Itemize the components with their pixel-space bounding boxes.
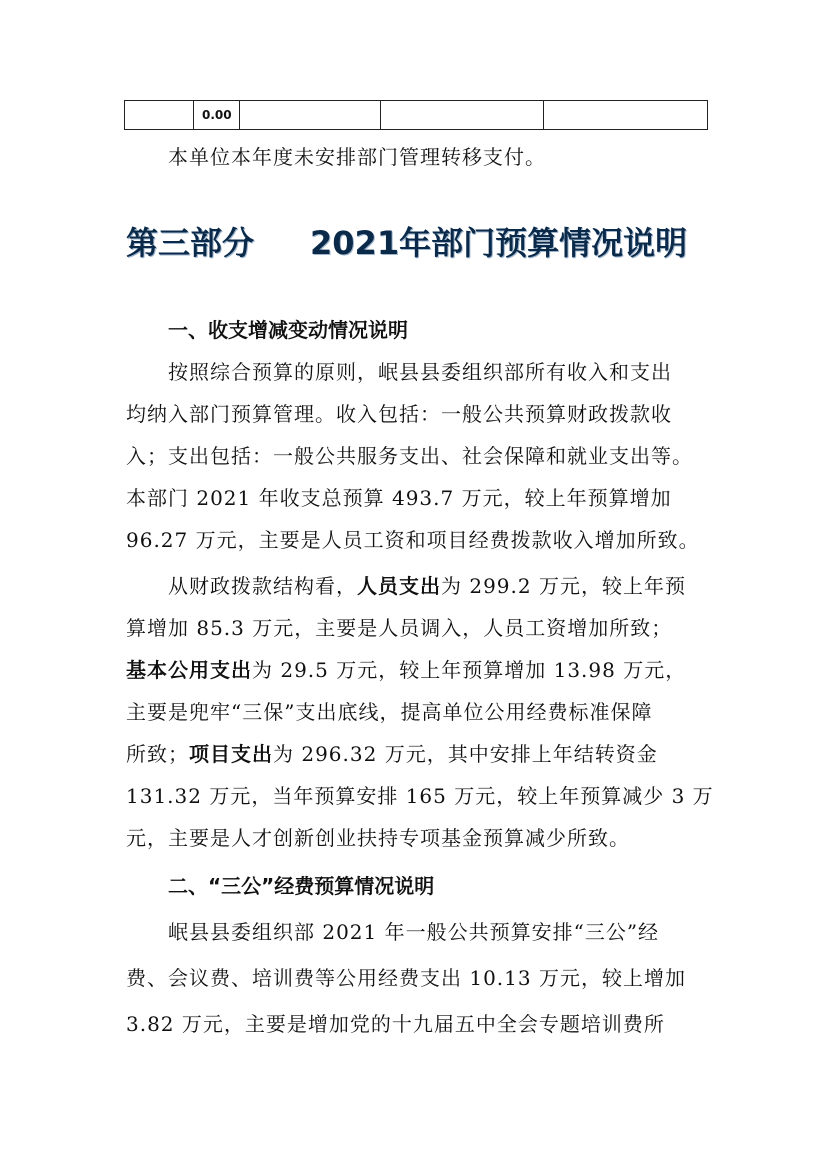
paragraph-line <box>168 566 716 606</box>
paragraph-line <box>126 734 716 774</box>
paragraph-line: 岷县县委组织部 2021 年一般公共预算安排“三公”经 <box>168 920 660 944</box>
text-run: 所致； <box>126 742 189 766</box>
paragraph-line: 入；支出包括：一般公共服务支出、社会保障和就业支出等。 <box>126 444 693 468</box>
text-run: 为 29.5 万元，较上年预算增加 13.98 万元， <box>252 658 687 682</box>
table-cell <box>544 101 707 129</box>
paragraph-line: 费、会议费、培训费等公用经费支出 10.13 万元，较上增加 <box>126 966 686 990</box>
table-cell <box>240 101 381 129</box>
paragraph-line: 均纳入部门预算管理。收入包括：一般公共预算财政拨款收 <box>126 402 672 426</box>
bold-term-personnel: 人员支出 <box>357 574 441 598</box>
paragraph-line <box>126 650 716 690</box>
text-run: 为 299.2 万元，较上年预 <box>441 574 686 598</box>
text-run: 为 296.32 万元，其中安排上年结转资金 <box>273 742 658 766</box>
paragraph-line: 131.32 万元，当年预算安排 165 万元，较上年预算减少 3 万 <box>126 784 714 808</box>
budget-table-fragment <box>124 100 708 130</box>
transfer-payment-note: 本单位本年度未安排部门管理转移支付。 <box>168 145 546 169</box>
text-run: 从财政拨款结构看， <box>168 574 357 598</box>
paragraph-line: 算增加 85.3 万元，主要是人员调入，人员工资增加所致； <box>126 616 673 640</box>
paragraph-line: 3.82 万元，主要是增加党的十九届五中全会专题培训费所 <box>126 1012 665 1036</box>
section-two-heading: 二、“三公”经费预算情况说明 <box>168 874 435 898</box>
part-label: 第三部分 <box>126 224 255 262</box>
paragraph-line: 96.27 万元，主要是人员工资和项目经费拨款收入增加所致。 <box>126 528 700 552</box>
table-cell <box>125 101 194 129</box>
paragraph-line: 主要是兜牢“三保”支出底线，提高单位公用经费标准保障 <box>126 700 653 724</box>
table-cell <box>381 101 544 129</box>
table-cell-amount: 0.00 <box>194 101 240 129</box>
paragraph-line: 元，主要是人才创新创业扶持专项基金预算减少所致。 <box>126 826 630 850</box>
section-one-heading: 一、收支增减变动情况说明 <box>168 318 408 342</box>
bold-term-basic-public: 基本公用支出 <box>126 658 252 682</box>
part-main-title: 2021年部门预算情况说明 <box>310 224 688 262</box>
paragraph-line: 按照综合预算的原则，岷县县委组织部所有收入和支出 <box>168 360 672 384</box>
bold-term-project: 项目支出 <box>189 742 273 766</box>
paragraph-line: 本部门 2021 年收支总预算 493.7 万元，较上年预算增加 <box>126 486 672 510</box>
part-three-title <box>126 218 726 264</box>
